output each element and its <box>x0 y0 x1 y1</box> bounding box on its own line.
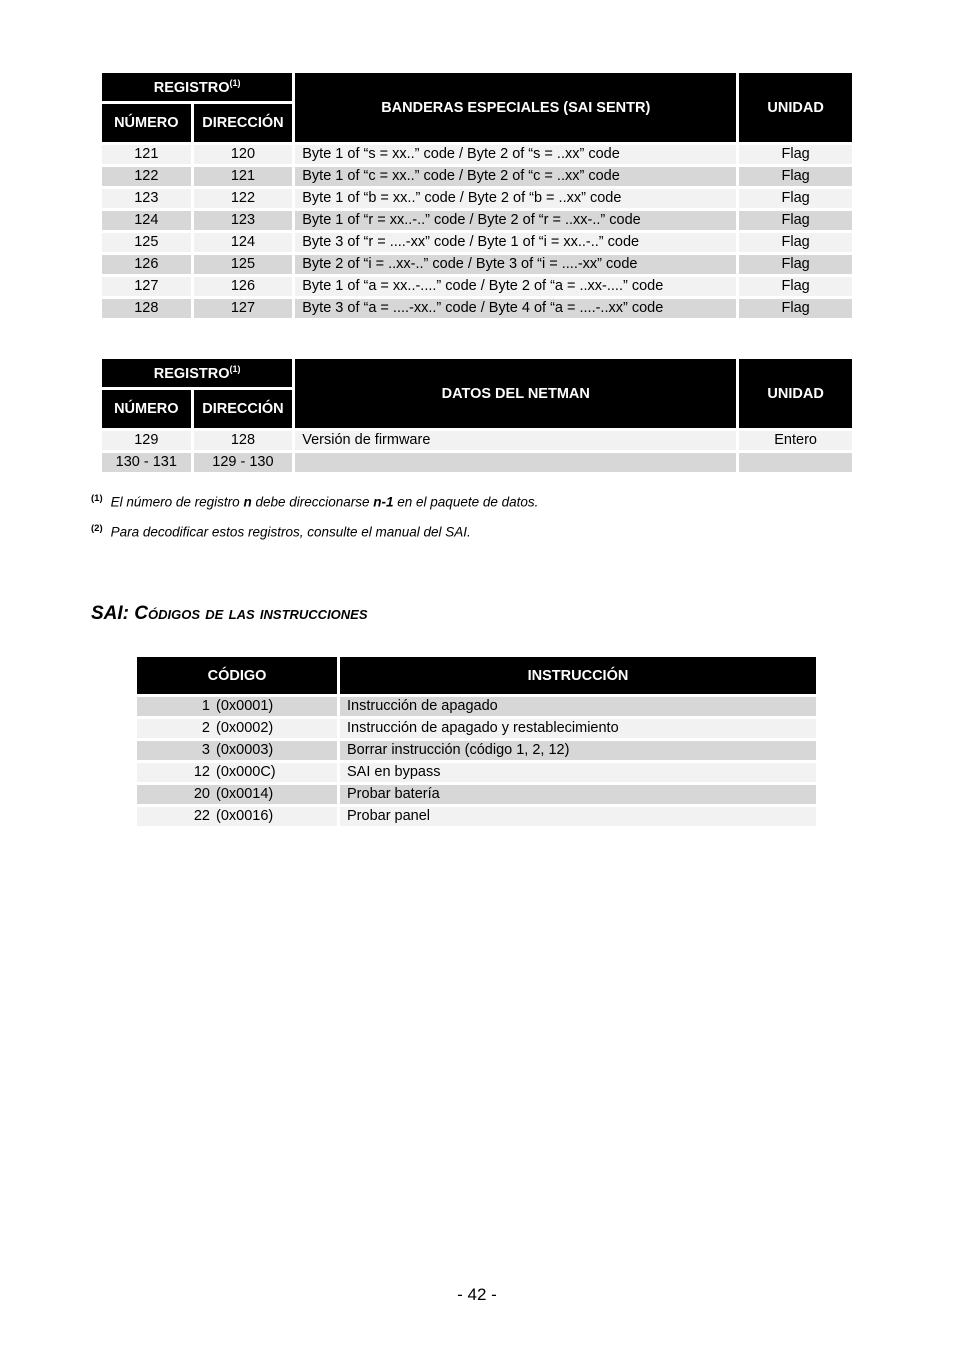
code-hex: (0x0003) <box>216 742 274 758</box>
register-address: 125 <box>194 255 293 274</box>
registro-header: REGISTRO$^{(1)}$ <box>102 359 292 387</box>
register-number: 126 <box>102 255 191 274</box>
register-unit: Flag <box>739 299 852 318</box>
unit-header: UNIDAD <box>739 73 852 142</box>
register-unit: Flag <box>739 167 852 186</box>
register-number: 122 <box>102 167 191 186</box>
code-decimal: 12 <box>193 764 210 780</box>
register-address: 120 <box>194 145 293 164</box>
page-number: - 42 - <box>457 1285 497 1304</box>
instruction-description: Probar panel <box>340 807 816 826</box>
table-row <box>137 785 816 804</box>
register-number: 124 <box>102 211 191 230</box>
code-decimal: 1 <box>201 698 210 714</box>
instruction-code <box>137 807 337 826</box>
unit-header: UNIDAD <box>739 359 852 428</box>
table-row <box>137 719 816 738</box>
table-row <box>137 763 816 782</box>
register-unit: Flag <box>739 233 852 252</box>
special-flags-table <box>99 70 855 321</box>
register-number: 123 <box>102 189 191 208</box>
register-address: 121 <box>194 167 293 186</box>
table-row <box>102 145 852 164</box>
instruction-code <box>137 697 337 716</box>
instruction-codes-table <box>134 654 819 829</box>
registro-header: REGISTRO$^{(1)}$ <box>102 73 292 101</box>
code-hex: (0x0001) <box>216 698 274 714</box>
instruction-code <box>137 785 337 804</box>
register-unit: Flag <box>739 277 852 296</box>
instruction-code <box>137 741 337 760</box>
register-unit: Flag <box>739 211 852 230</box>
table-row <box>137 741 816 760</box>
register-description: Byte 2 of “i = ..xx-..” code / Byte 3 of “i = ....-xx” code <box>295 255 736 274</box>
instruction-description: Probar batería <box>340 785 816 804</box>
instruction-description: Borrar instrucción (código 1, 2, 12) <box>340 741 816 760</box>
table-row <box>102 431 852 450</box>
table-row <box>102 233 852 252</box>
register-description: Byte 1 of “c = xx..” code / Byte 2 of “c = ..xx” code <box>295 167 736 186</box>
register-description <box>295 453 736 472</box>
code-hex: (0x000C) <box>216 764 276 780</box>
register-address: 122 <box>194 189 293 208</box>
direccion-header: DIRECCIÓN <box>194 104 293 142</box>
register-number: 127 <box>102 277 191 296</box>
code-decimal: 3 <box>201 742 210 758</box>
register-number: 125 <box>102 233 191 252</box>
instruction-description: Instrucción de apagado y restablecimiento <box>340 719 816 738</box>
register-address: 123 <box>194 211 293 230</box>
register-unit: Flag <box>739 145 852 164</box>
numero-header: NÚMERO <box>102 390 191 428</box>
code-hex: (0x0002) <box>216 720 274 736</box>
register-address: 127 <box>194 299 293 318</box>
code-decimal: 22 <box>193 808 210 824</box>
register-unit <box>739 453 852 472</box>
register-address: 128 <box>194 431 293 450</box>
numero-header: NÚMERO <box>102 104 191 142</box>
register-description: Byte 1 of “a = xx..-....” code / Byte 2 of “a = ..xx-....” code <box>295 277 736 296</box>
table-row <box>102 299 852 318</box>
instruction-code <box>137 763 337 782</box>
code-header: CÓDIGO <box>137 657 337 694</box>
register-number: 130 - 131 <box>102 453 191 472</box>
description-header: DATOS DEL NETMAN <box>295 359 736 428</box>
table-row <box>137 697 816 716</box>
instruction-description: Instrucción de apagado <box>340 697 816 716</box>
code-hex: (0x0014) <box>216 786 274 802</box>
direccion-header: DIRECCIÓN <box>194 390 293 428</box>
instruction-header: INSTRUCCIÓN <box>340 657 816 694</box>
table-row <box>102 277 852 296</box>
table-row <box>102 189 852 208</box>
instruction-description: SAI en bypass <box>340 763 816 782</box>
register-description: Byte 1 of “b = xx..” code / Byte 2 of “b = ..xx” code <box>295 189 736 208</box>
description-header: BANDERAS ESPECIALES (SAI SENTR) <box>295 73 736 142</box>
register-unit: Entero <box>739 431 852 450</box>
code-decimal: 20 <box>193 786 210 802</box>
netman-data-table <box>99 356 855 475</box>
register-description: Byte 3 of “r = ....-xx” code / Byte 1 of “i = xx..-..” code <box>295 233 736 252</box>
table-row <box>102 167 852 186</box>
footnote-2: $^{(2)}$ Para decodificar estos registros, consulte el manual del SAI. <box>91 523 471 540</box>
register-number: 129 <box>102 431 191 450</box>
code-decimal: 2 <box>201 720 210 736</box>
section-title: SAI: Códigos de las instrucciones <box>91 603 368 624</box>
table-row <box>102 255 852 274</box>
code-hex: (0x0016) <box>216 808 274 824</box>
register-unit: Flag <box>739 189 852 208</box>
register-address: 129 - 130 <box>194 453 293 472</box>
register-unit: Flag <box>739 255 852 274</box>
table-row <box>137 807 816 826</box>
table-row <box>102 211 852 230</box>
register-number: 121 <box>102 145 191 164</box>
register-address: 124 <box>194 233 293 252</box>
register-description: Byte 1 of “r = xx..-..” code / Byte 2 of “r = ..xx-..” code <box>295 211 736 230</box>
register-address: 126 <box>194 277 293 296</box>
instruction-code <box>137 719 337 738</box>
register-description: Versión de firmware <box>295 431 736 450</box>
register-number: 128 <box>102 299 191 318</box>
table-row <box>102 453 852 472</box>
register-description: Byte 1 of “s = xx..” code / Byte 2 of “s = ..xx” code <box>295 145 736 164</box>
footnote-1: $^{(1)}$ El número de registro n debe direccionarse n-1 en el paquete de datos. <box>91 493 539 510</box>
register-description: Byte 3 of “a = ....-xx..” code / Byte 4 of “a = ....-..xx” code <box>295 299 736 318</box>
